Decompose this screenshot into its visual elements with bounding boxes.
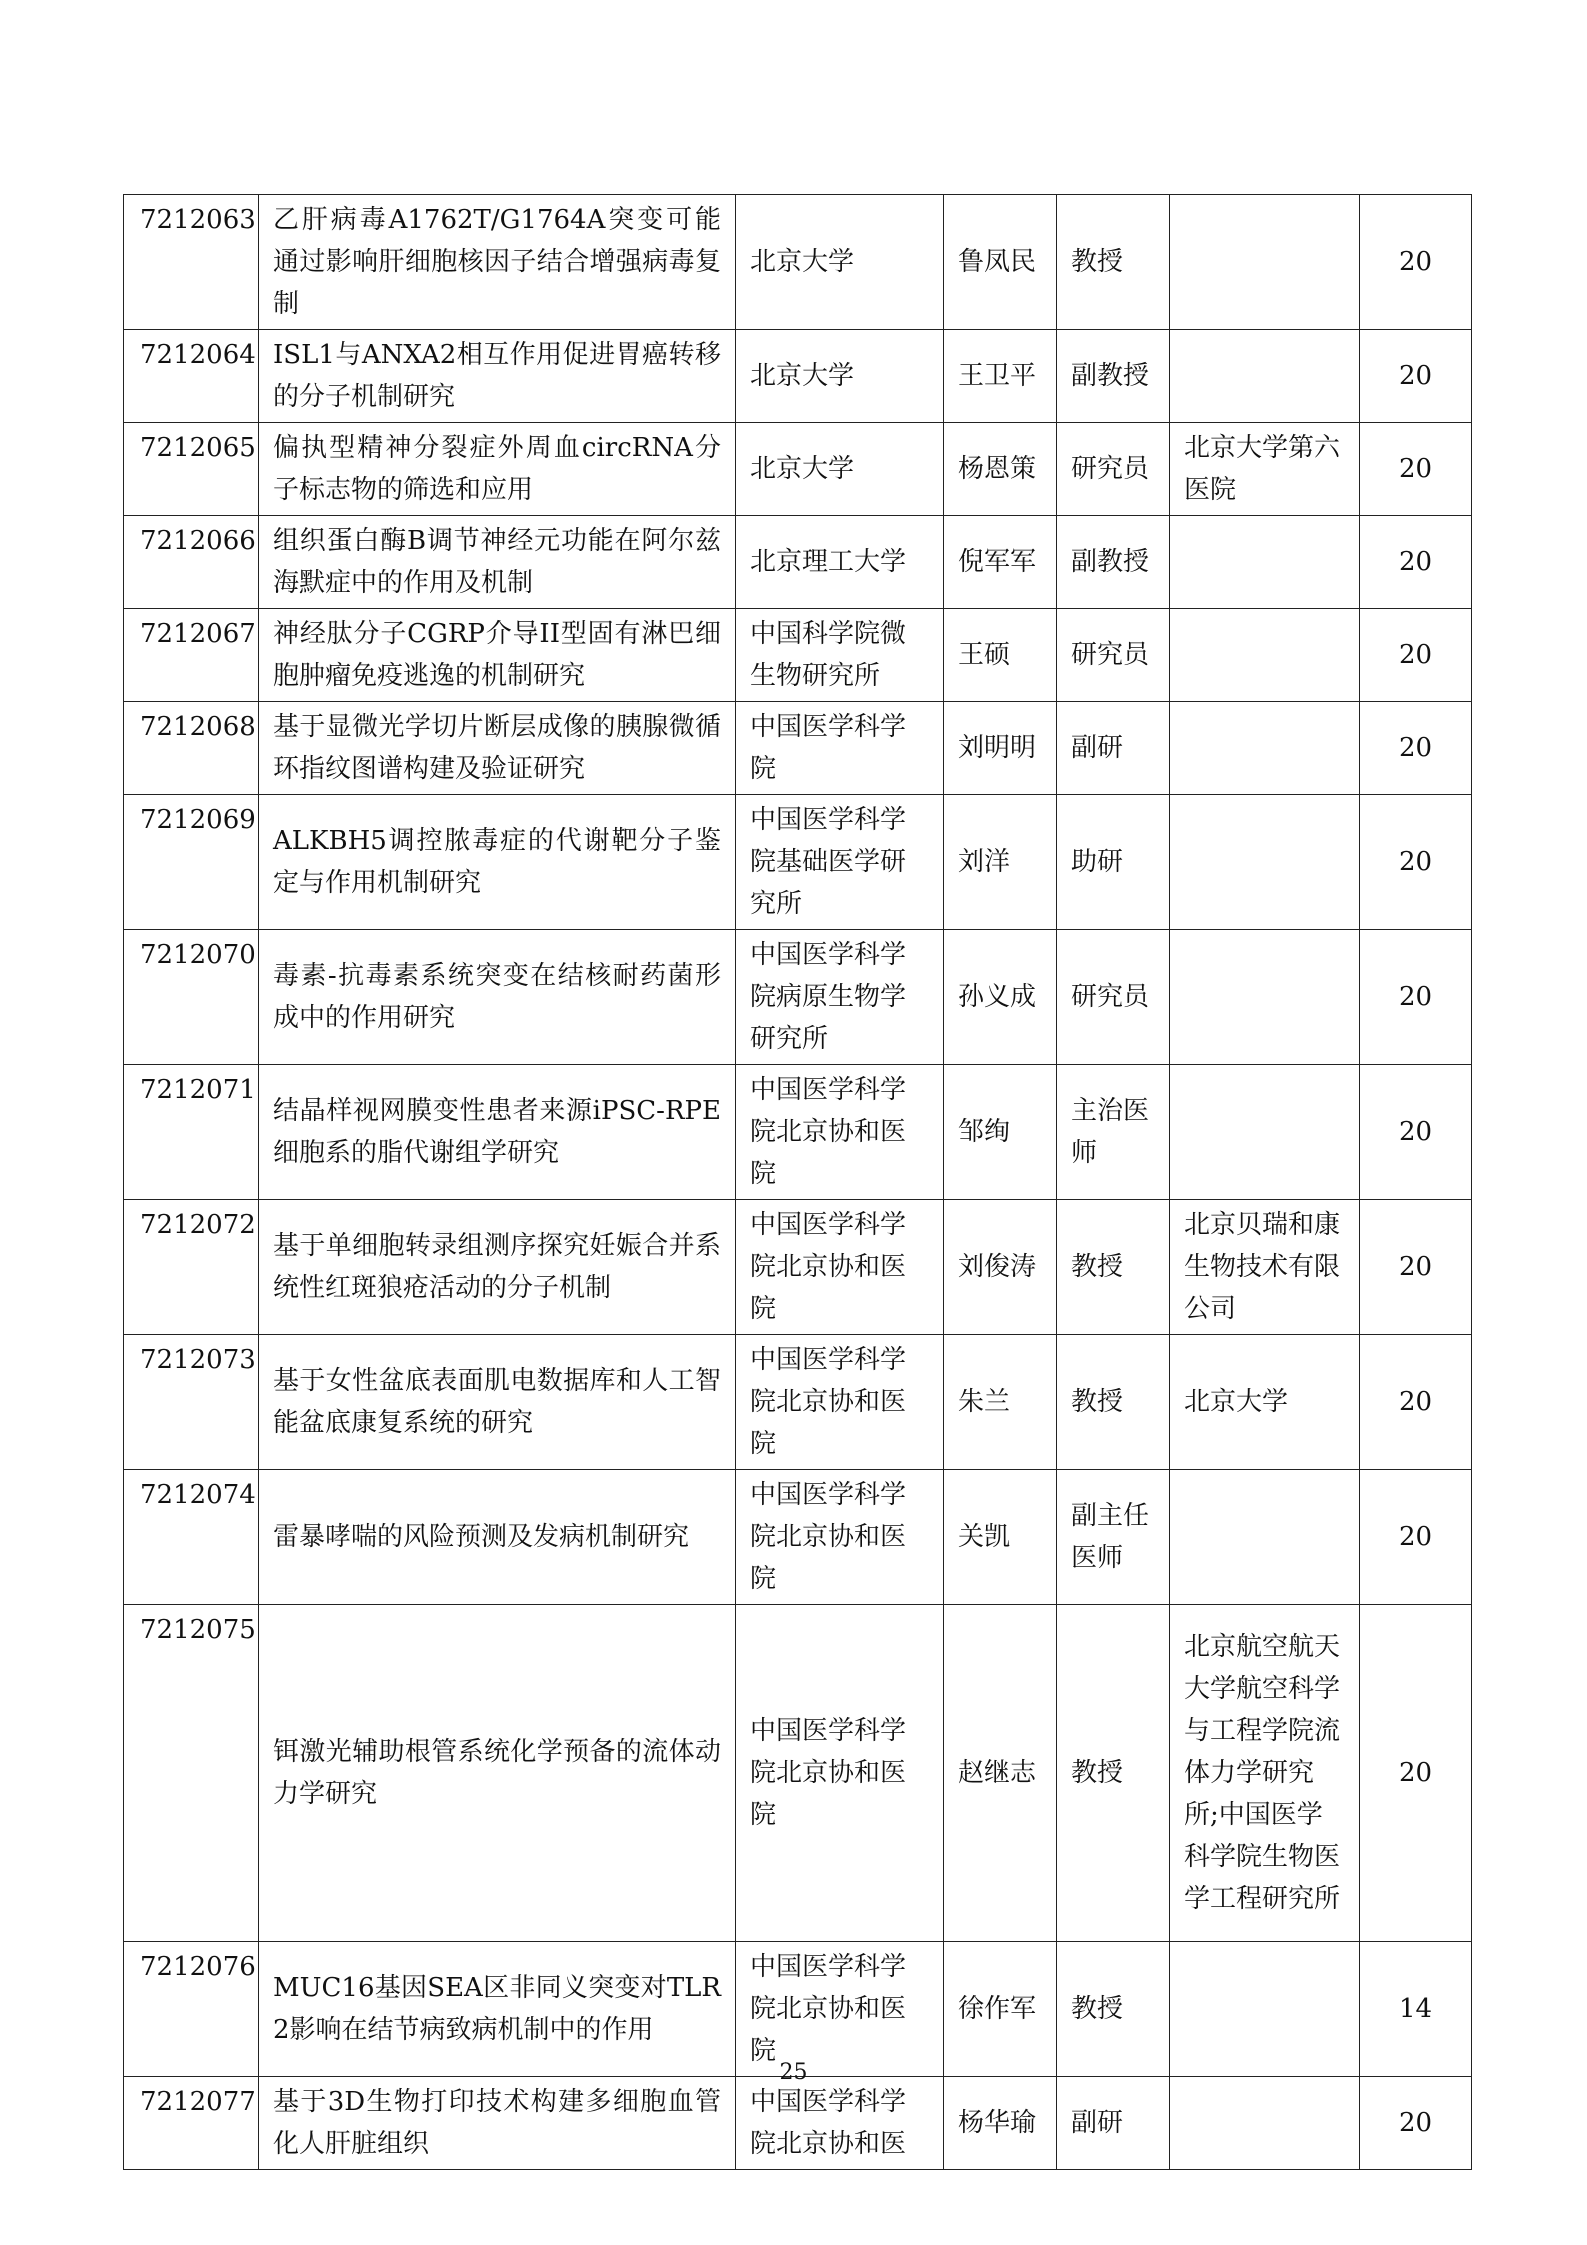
lead-person: 鲁凤民 xyxy=(944,195,1057,330)
project-title: 基于显微光学切片断层成像的胰腺微循环指纹图谱构建及验证研究 xyxy=(259,702,736,795)
job-title: 副研 xyxy=(1057,2077,1170,2170)
table-row xyxy=(124,1065,1472,1200)
project-table xyxy=(123,194,1472,2170)
job-title: 副教授 xyxy=(1057,330,1170,423)
table-row xyxy=(124,2077,1472,2170)
project-title: 铒激光辅助根管系统化学预备的流体动力学研究 xyxy=(259,1605,736,1942)
host-institution: 中国医学科学院北京协和医院 xyxy=(736,1200,944,1335)
project-id: 7212066 xyxy=(124,516,259,609)
funding-amount: 20 xyxy=(1360,795,1472,930)
project-title: 组织蛋白酶B调节神经元功能在阿尔兹海默症中的作用及机制 xyxy=(259,516,736,609)
host-institution: 中国医学科学院病原生物学研究所 xyxy=(736,930,944,1065)
project-id: 7212075 xyxy=(124,1605,259,1942)
partner-institution: 北京大学第六医院 xyxy=(1170,423,1360,516)
table-row xyxy=(124,795,1472,930)
lead-person: 朱兰 xyxy=(944,1335,1057,1470)
partner-institution xyxy=(1170,330,1360,423)
table-row xyxy=(124,330,1472,423)
partner-institution: 北京贝瑞和康生物技术有限公司 xyxy=(1170,1200,1360,1335)
table-row xyxy=(124,930,1472,1065)
project-title: 神经肽分子CGRP介导II型固有淋巴细胞肿瘤免疫逃逸的机制研究 xyxy=(259,609,736,702)
table-row xyxy=(124,195,1472,330)
project-id: 7212072 xyxy=(124,1200,259,1335)
job-title: 助研 xyxy=(1057,795,1170,930)
funding-amount: 20 xyxy=(1360,516,1472,609)
partner-institution xyxy=(1170,1942,1360,2077)
table-row xyxy=(124,1470,1472,1605)
partner-institution xyxy=(1170,2077,1360,2170)
project-title: ALKBH5调控脓毒症的代谢靶分子鉴定与作用机制研究 xyxy=(259,795,736,930)
partner-institution xyxy=(1170,609,1360,702)
page-number: 25 xyxy=(779,2060,808,2085)
project-title: ISL1与ANXA2相互作用促进胃癌转移的分子机制研究 xyxy=(259,330,736,423)
project-title: 基于女性盆底表面肌电数据库和人工智能盆底康复系统的研究 xyxy=(259,1335,736,1470)
funding-amount: 20 xyxy=(1360,609,1472,702)
lead-person: 杨恩策 xyxy=(944,423,1057,516)
table-row xyxy=(124,609,1472,702)
job-title: 教授 xyxy=(1057,1200,1170,1335)
lead-person: 孙义成 xyxy=(944,930,1057,1065)
lead-person: 倪军军 xyxy=(944,516,1057,609)
funding-amount: 20 xyxy=(1360,330,1472,423)
table-row xyxy=(124,1605,1472,1942)
partner-institution xyxy=(1170,1065,1360,1200)
job-title: 主治医师 xyxy=(1057,1065,1170,1200)
partner-institution xyxy=(1170,195,1360,330)
job-title: 副主任医师 xyxy=(1057,1470,1170,1605)
host-institution: 中国医学科学院北京协和医院 xyxy=(736,1065,944,1200)
project-title: 结晶样视网膜变性患者来源iPSC-RPE细胞系的脂代谢组学研究 xyxy=(259,1065,736,1200)
lead-person: 刘俊涛 xyxy=(944,1200,1057,1335)
job-title: 教授 xyxy=(1057,1335,1170,1470)
host-institution: 中国医学科学院北京协和医院 xyxy=(736,1942,944,2077)
funding-amount: 20 xyxy=(1360,195,1472,330)
host-institution: 北京大学 xyxy=(736,423,944,516)
project-id: 7212073 xyxy=(124,1335,259,1470)
funding-amount: 20 xyxy=(1360,1605,1472,1942)
lead-person: 王硕 xyxy=(944,609,1057,702)
table-row xyxy=(124,1200,1472,1335)
project-id: 7212070 xyxy=(124,930,259,1065)
lead-person: 杨华瑜 xyxy=(944,2077,1057,2170)
project-id: 7212076 xyxy=(124,1942,259,2077)
funding-amount: 14 xyxy=(1360,1942,1472,2077)
lead-person: 刘明明 xyxy=(944,702,1057,795)
lead-person: 刘洋 xyxy=(944,795,1057,930)
partner-institution xyxy=(1170,1470,1360,1605)
funding-amount: 20 xyxy=(1360,1335,1472,1470)
lead-person: 关凯 xyxy=(944,1470,1057,1605)
project-title: 偏执型精神分裂症外周血circRNA分子标志物的筛选和应用 xyxy=(259,423,736,516)
funding-amount: 20 xyxy=(1360,1200,1472,1335)
job-title: 教授 xyxy=(1057,1605,1170,1942)
project-id: 7212065 xyxy=(124,423,259,516)
funding-amount: 20 xyxy=(1360,423,1472,516)
project-id: 7212064 xyxy=(124,330,259,423)
host-institution: 中国医学科学院 xyxy=(736,702,944,795)
host-institution: 北京大学 xyxy=(736,195,944,330)
host-institution: 中国医学科学院基础医学研究所 xyxy=(736,795,944,930)
job-title: 副教授 xyxy=(1057,516,1170,609)
project-title: 雷暴哮喘的风险预测及发病机制研究 xyxy=(259,1470,736,1605)
project-id: 7212071 xyxy=(124,1065,259,1200)
lead-person: 邹绚 xyxy=(944,1065,1057,1200)
host-institution: 北京理工大学 xyxy=(736,516,944,609)
job-title: 教授 xyxy=(1057,195,1170,330)
funding-amount: 20 xyxy=(1360,930,1472,1065)
partner-institution: 北京航空航天大学航空科学与工程学院流体力学研究所;中国医学科学院生物医学工程研究所 xyxy=(1170,1605,1360,1942)
project-id: 7212077 xyxy=(124,2077,259,2170)
job-title: 研究员 xyxy=(1057,423,1170,516)
job-title: 教授 xyxy=(1057,1942,1170,2077)
job-title: 研究员 xyxy=(1057,930,1170,1065)
project-title: MUC16基因SEA区非同义突变对TLR2影响在结节病致病机制中的作用 xyxy=(259,1942,736,2077)
host-institution: 中国医学科学院北京协和医 xyxy=(736,2077,944,2170)
table-row xyxy=(124,1942,1472,2077)
table-row xyxy=(124,1335,1472,1470)
host-institution: 中国医学科学院北京协和医院 xyxy=(736,1605,944,1942)
partner-institution xyxy=(1170,930,1360,1065)
host-institution: 中国科学院微生物研究所 xyxy=(736,609,944,702)
table-row xyxy=(124,423,1472,516)
host-institution: 中国医学科学院北京协和医院 xyxy=(736,1470,944,1605)
project-title: 基于3D生物打印技术构建多细胞血管化人肝脏组织 xyxy=(259,2077,736,2170)
partner-institution xyxy=(1170,702,1360,795)
job-title: 研究员 xyxy=(1057,609,1170,702)
lead-person: 王卫平 xyxy=(944,330,1057,423)
partner-institution xyxy=(1170,516,1360,609)
host-institution: 中国医学科学院北京协和医院 xyxy=(736,1335,944,1470)
job-title: 副研 xyxy=(1057,702,1170,795)
funding-amount: 20 xyxy=(1360,702,1472,795)
partner-institution: 北京大学 xyxy=(1170,1335,1360,1470)
host-institution: 北京大学 xyxy=(736,330,944,423)
lead-person: 赵继志 xyxy=(944,1605,1057,1942)
project-title: 基于单细胞转录组测序探究妊娠合并系统性红斑狼疮活动的分子机制 xyxy=(259,1200,736,1335)
table-row xyxy=(124,702,1472,795)
project-title: 乙肝病毒A1762T/G1764A突变可能通过影响肝细胞核因子结合增强病毒复制 xyxy=(259,195,736,330)
funding-amount: 20 xyxy=(1360,1470,1472,1605)
table-row xyxy=(124,516,1472,609)
project-title: 毒素-抗毒素系统突变在结核耐药菌形成中的作用研究 xyxy=(259,930,736,1065)
project-id: 7212069 xyxy=(124,795,259,930)
funding-amount: 20 xyxy=(1360,2077,1472,2170)
project-id: 7212074 xyxy=(124,1470,259,1605)
project-id: 7212068 xyxy=(124,702,259,795)
partner-institution xyxy=(1170,795,1360,930)
lead-person: 徐作军 xyxy=(944,1942,1057,2077)
project-id: 7212067 xyxy=(124,609,259,702)
project-id: 7212063 xyxy=(124,195,259,330)
funding-amount: 20 xyxy=(1360,1065,1472,1200)
